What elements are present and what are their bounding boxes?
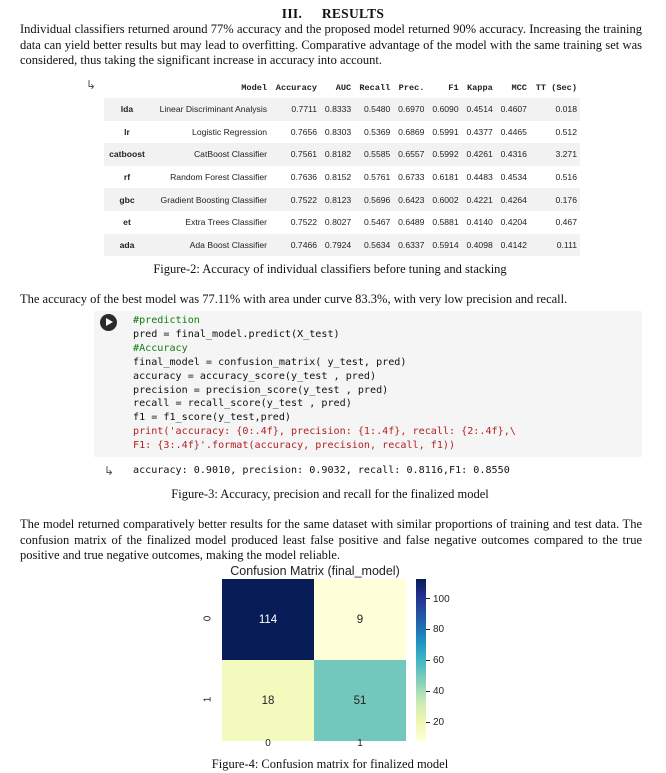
row-index: et	[123, 217, 131, 228]
metric-value: 0.4142	[496, 234, 530, 257]
metric-value: 0.5480	[354, 98, 393, 121]
metric-value: 0.6489	[398, 217, 425, 228]
metric-value: 0.4098	[462, 234, 496, 257]
metric-value: 0.8333	[320, 98, 354, 121]
metric-value: 0.6181	[432, 172, 459, 183]
metric-value: 0.018	[530, 98, 580, 121]
metric-value: 0.8027	[324, 217, 352, 228]
x-tick-label: 0	[265, 738, 271, 749]
metric-value: 3.271	[530, 143, 580, 166]
metric-value: 0.5696	[354, 188, 393, 211]
colorbar-tick-label: 20	[426, 717, 444, 728]
row-index: lda	[104, 98, 150, 121]
metric-value: 0.6002	[427, 188, 461, 211]
metric-value: 0.6970	[393, 98, 427, 121]
figure-2-caption: Figure-2: Accuracy of individual classifiers before tuning and stacking	[153, 262, 507, 276]
metric-value: 0.111	[530, 234, 580, 257]
metric-value: 0.7522	[290, 217, 318, 228]
metric-value: 0.4261	[462, 143, 496, 166]
colorbar-tick-label: 80	[426, 624, 444, 635]
model-name: Random Forest Classifier	[170, 172, 268, 183]
table-header	[104, 78, 150, 98]
metric-value: 0.6869	[398, 126, 425, 137]
model-name: Extra Trees Classifier	[185, 217, 268, 228]
matrix-cell: 114	[222, 579, 314, 660]
metric-value: 0.176	[530, 188, 580, 211]
metric-value: 0.8152	[324, 172, 352, 183]
metric-value: 0.6557	[393, 143, 427, 166]
code-line: F1: {3:.4f}'.format(accuracy, precision, recall, f1))	[133, 440, 456, 452]
table-row	[104, 98, 580, 121]
code-line: pred = final_model.predict(X_test)	[133, 328, 340, 340]
metric-value: 0.5881	[432, 217, 459, 228]
paragraph-1: Individual classifiers returned around 77% accuracy and the proposed model returned 90% accuracy. Increasing the training data can yield better results but may lead to overfitting. Comparative advantage of the model with the same training set was considered, thus taking the significant increase in accuracy into account.	[20, 22, 642, 67]
metric-value: 0.7522	[270, 188, 320, 211]
colorbar-tick-label: 60	[426, 655, 444, 666]
metric-value: 0.4483	[466, 172, 493, 183]
metric-value: 0.467	[555, 217, 577, 228]
output-arrow-icon: ↳	[104, 464, 115, 478]
code-line: recall = recall_score(y_test , pred)	[133, 398, 352, 410]
run-cell-button[interactable]	[100, 314, 117, 331]
matrix-cell: 51	[314, 660, 406, 741]
metric-value: 0.4377	[466, 126, 493, 137]
metric-value: 0.5991	[432, 126, 459, 137]
paragraph-2: The accuracy of the best model was 77.11% with area under curve 83.3%, with very low precision and recall.	[20, 292, 568, 306]
metric-value: 0.5914	[427, 234, 461, 257]
output-arrow-icon: ↳	[86, 78, 97, 92]
metric-value: 0.6337	[393, 234, 427, 257]
table-header-row	[104, 78, 580, 98]
metric-value: 0.4264	[496, 188, 530, 211]
code-line: accuracy = accuracy_score(y_test , pred)	[133, 370, 377, 382]
metric-value: 0.8182	[320, 143, 354, 166]
metric-value: 0.7636	[290, 172, 318, 183]
figure-4-caption: Figure-4: Confusion matrix for finalized model	[211, 757, 449, 771]
metric-value: 0.4465	[500, 126, 527, 137]
row-index: rf	[123, 172, 131, 183]
paragraph-3: The model returned comparatively better results for the same dataset with similar proportions of training and test data. The confusion matrix of the finalized model produced least false positive and false negative outcomes compared to the true positive and true negative outcomes, making the model reliable.	[20, 517, 642, 562]
table-header: F1	[427, 78, 461, 98]
model-name: Logistic Regression	[192, 126, 268, 137]
metric-value: 0.4514	[462, 98, 496, 121]
metric-value: 0.6423	[393, 188, 427, 211]
metric-value: 0.7466	[270, 234, 320, 257]
row-index: ada	[104, 234, 150, 257]
code-block[interactable]	[133, 314, 516, 453]
table-row	[104, 121, 580, 144]
metric-value: 0.4534	[500, 172, 527, 183]
table-header: Accuracy	[270, 78, 320, 98]
metric-value: 0.4221	[462, 188, 496, 211]
metric-value: 0.8123	[320, 188, 354, 211]
code-comment: #prediction	[133, 315, 200, 326]
metric-value: 0.7656	[290, 126, 318, 137]
section-heading	[0, 6, 666, 22]
model-name: CatBoost Classifier	[150, 143, 270, 166]
model-name: Gradient Boosting Classifier	[150, 188, 270, 211]
metric-value: 0.5585	[354, 143, 393, 166]
model-name: Ada Boost Classifier	[150, 234, 270, 257]
table-header: MCC	[496, 78, 530, 98]
metric-value: 0.7711	[270, 98, 320, 121]
colorbar-tick-label: 40	[426, 686, 444, 697]
code-comment: #Accuracy	[133, 342, 188, 354]
table-row	[104, 234, 580, 257]
code-line: final_model = confusion_matrix( y_test, pred)	[133, 356, 407, 368]
metric-value: 0.7924	[320, 234, 354, 257]
figure-3-caption: Figure-3: Accuracy, precision and recall for the finalized model	[171, 487, 489, 501]
metric-value: 0.4607	[496, 98, 530, 121]
metric-value: 0.516	[555, 172, 577, 183]
table-header: Kappa	[462, 78, 496, 98]
metric-value: 0.5992	[427, 143, 461, 166]
matrix-cell: 18	[222, 660, 314, 741]
table-row	[104, 188, 580, 211]
metric-value: 0.6733	[398, 172, 425, 183]
code-output: accuracy: 0.9010, precision: 0.9032, recall: 0.8116,F1: 0.8550	[133, 465, 510, 476]
code-line: f1 = f1_score(y_test,pred)	[133, 412, 292, 424]
x-tick-label: 1	[357, 738, 363, 749]
chart-title: Confusion Matrix (final_model)	[230, 564, 400, 578]
row-index: catboost	[104, 143, 150, 166]
matrix-cell: 9	[314, 579, 406, 660]
table-row	[104, 143, 580, 166]
table-header: AUC	[320, 78, 354, 98]
classifier-table	[104, 78, 580, 256]
y-tick-label: 0	[202, 615, 214, 621]
code-line: print('accuracy: {0:.4f}, precision: {1:.4f}, recall: {2:.4f},\	[133, 426, 516, 438]
metric-value: 0.512	[555, 126, 577, 137]
metric-value: 0.8303	[324, 126, 352, 137]
metric-value: 0.4204	[500, 217, 527, 228]
section-title: RESULTS	[321, 6, 385, 21]
row-index: gbc	[104, 188, 150, 211]
table-header: Recall	[354, 78, 393, 98]
colorbar-tick-label: 100	[426, 594, 450, 605]
section-number: III.	[281, 6, 303, 21]
colorbar	[416, 579, 426, 741]
code-line: precision = precision_score(y_test , pred)	[133, 384, 389, 396]
row-index: lr	[124, 126, 130, 137]
table-row	[104, 166, 580, 189]
metric-value: 0.5761	[364, 172, 391, 183]
metric-value: 0.7561	[270, 143, 320, 166]
metric-value: 0.6090	[427, 98, 461, 121]
metric-value: 0.4140	[466, 217, 493, 228]
metric-value: 0.5467	[364, 217, 391, 228]
table-row	[104, 211, 580, 234]
metric-value: 0.5634	[354, 234, 393, 257]
model-name: Linear Discriminant Analysis	[150, 98, 270, 121]
metric-value: 0.5369	[364, 126, 391, 137]
table-header: Model	[150, 78, 270, 98]
metric-value: 0.4316	[496, 143, 530, 166]
table-header: Prec.	[393, 78, 427, 98]
y-tick-label: 1	[202, 696, 214, 702]
table-header: TT (Sec)	[530, 78, 580, 98]
